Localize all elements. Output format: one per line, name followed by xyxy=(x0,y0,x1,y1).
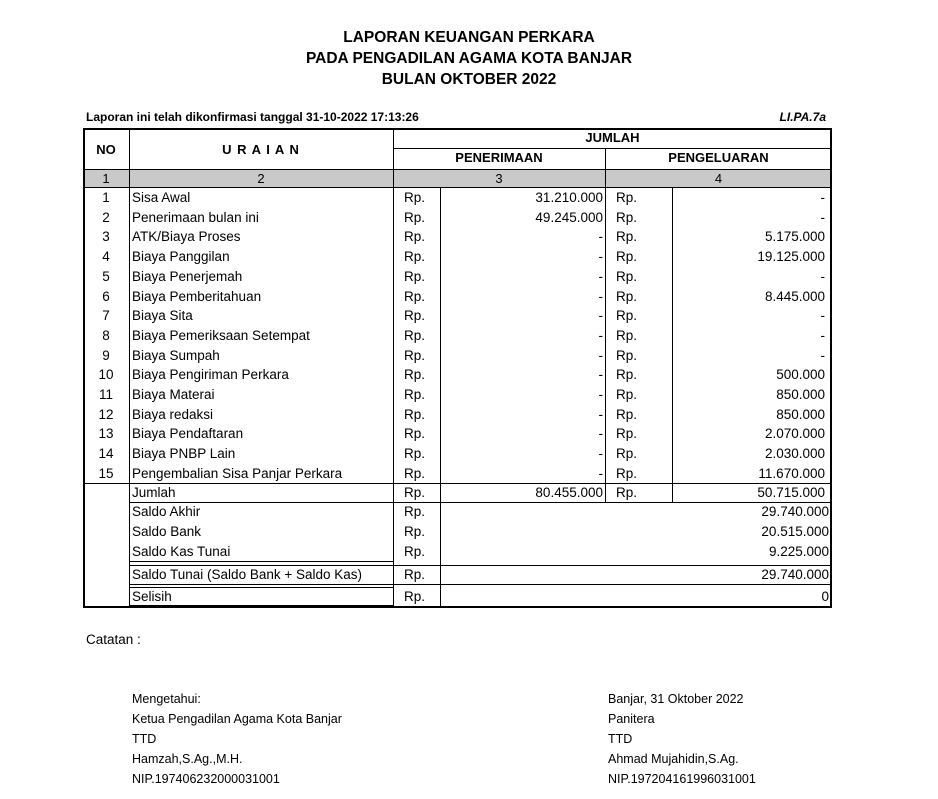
row-description: Biaya Sumpah xyxy=(132,347,220,363)
row-no: 9 xyxy=(102,347,110,363)
row-no: 1 xyxy=(102,190,110,205)
row-no: 14 xyxy=(98,446,114,462)
sig-left-line1: Mengetahui: xyxy=(132,692,201,706)
col-number-3: 3 xyxy=(495,171,503,186)
row-pengeluaran: - xyxy=(820,347,825,363)
saldo-tunai-label: Saldo Tunai (Saldo Bank + Saldo Kas) xyxy=(132,567,363,582)
row-pengeluaran: 2.030.000 xyxy=(764,446,825,462)
sig-right-line2: Panitera xyxy=(608,712,655,726)
row-no: 12 xyxy=(98,406,114,422)
row-rp-out: Rp. xyxy=(616,367,638,383)
selisih-label: Selisih xyxy=(132,589,172,604)
header-jumlah: JUMLAH xyxy=(585,130,640,145)
row-penerimaan: - xyxy=(598,288,603,304)
header-penerimaan: PENERIMAAN xyxy=(455,150,543,165)
row-penerimaan: 31.210.000 xyxy=(535,190,603,205)
col-number-2: 2 xyxy=(257,171,265,186)
saldo-akhir-rp: Rp. xyxy=(404,504,426,519)
selisih-rp: Rp. xyxy=(404,589,426,604)
row-rp-in: Rp. xyxy=(404,387,426,402)
row-pengeluaran: 8.445.000 xyxy=(764,288,825,304)
signature-right xyxy=(608,689,756,789)
saldo-kas-rp: Rp. xyxy=(404,544,426,559)
row-no: 10 xyxy=(98,367,114,383)
row-pengeluaran: - xyxy=(820,327,825,343)
row-no: 13 xyxy=(98,426,114,442)
row-pengeluaran: 19.125.000 xyxy=(757,249,825,265)
row-rp-in: Rp. xyxy=(404,465,426,481)
total-penerimaan: 80.455.000 xyxy=(535,485,603,500)
finance-table xyxy=(83,128,832,608)
row-penerimaan: 49.245.000 xyxy=(535,209,603,225)
confirmation-text: Laporan ini telah dikonfirmasi tanggal 31-10-2022 17:13:26 xyxy=(86,110,419,124)
row-rp-out: Rp. xyxy=(616,347,638,363)
row-penerimaan: - xyxy=(598,387,603,402)
row-penerimaan: - xyxy=(598,327,603,343)
saldo-akhir-value: 29.740.000 xyxy=(761,504,829,519)
row-rp-in: Rp. xyxy=(404,347,426,363)
row-description: Biaya Penerjemah xyxy=(132,268,243,284)
col-number-4: 4 xyxy=(714,171,723,186)
sig-right-line1: Banjar, 31 Oktober 2022 xyxy=(608,692,744,706)
saldo-tunai-value: 29.740.000 xyxy=(761,567,829,582)
report-subtitle: PADA PENGADILAN AGAMA KOTA BANJAR xyxy=(305,50,633,67)
row-description: Biaya Sita xyxy=(132,308,193,324)
row-rp-in: Rp. xyxy=(404,406,426,422)
row-description: Sisa Awal xyxy=(132,190,191,205)
row-rp-out: Rp. xyxy=(616,387,638,402)
row-description: Biaya Pengiriman Perkara xyxy=(132,367,289,383)
row-rp-out: Rp. xyxy=(616,209,638,225)
header-no: NO xyxy=(96,142,116,157)
sig-left-line4: Hamzah,S.Ag.,M.H. xyxy=(132,752,243,766)
total-rp-in: Rp. xyxy=(404,485,426,500)
signature-left xyxy=(132,689,342,789)
saldo-bank-rp: Rp. xyxy=(404,524,426,539)
row-rp-in: Rp. xyxy=(404,209,426,225)
row-rp-out: Rp. xyxy=(616,308,638,324)
sig-right-line4: Ahmad Mujahidin,S.Ag. xyxy=(608,752,739,766)
row-rp-in: Rp. xyxy=(404,426,426,442)
row-description: Pengembalian Sisa Panjar Perkara xyxy=(132,465,343,481)
row-penerimaan: - xyxy=(598,229,603,245)
total-label: Jumlah xyxy=(132,485,176,500)
row-no: 5 xyxy=(102,268,110,284)
row-no: 2 xyxy=(102,209,110,225)
row-penerimaan: - xyxy=(598,406,603,422)
row-pengeluaran: 850.000 xyxy=(776,387,825,402)
row-penerimaan: - xyxy=(598,426,603,442)
sig-left-line3: TTD xyxy=(132,732,157,746)
saldo-kas-value: 9.225.000 xyxy=(768,544,829,559)
row-description: Biaya Pemberitahuan xyxy=(132,288,262,304)
row-rp-out: Rp. xyxy=(616,327,638,343)
row-penerimaan: - xyxy=(598,367,603,383)
row-rp-out: Rp. xyxy=(616,229,638,245)
row-description: Biaya Panggilan xyxy=(132,249,230,265)
row-rp-out: Rp. xyxy=(616,288,638,304)
row-penerimaan: - xyxy=(598,249,603,265)
saldo-kas-label: Saldo Kas Tunai xyxy=(132,544,231,559)
row-rp-in: Rp. xyxy=(404,229,426,245)
row-penerimaan: - xyxy=(598,268,603,284)
row-no: 4 xyxy=(102,249,110,265)
report-title: LAPORAN KEUANGAN PERKARA xyxy=(343,29,595,46)
row-rp-out: Rp. xyxy=(616,190,638,205)
sig-left-line5: NIP.197406232000031001 xyxy=(132,772,280,786)
row-pengeluaran: 500.000 xyxy=(776,367,825,383)
row-pengeluaran: - xyxy=(820,209,825,225)
row-rp-in: Rp. xyxy=(404,288,426,304)
row-description: Penerimaan bulan ini xyxy=(132,209,259,225)
row-no: 6 xyxy=(102,288,110,304)
row-description: Biaya redaksi xyxy=(132,406,214,422)
header-pengeluaran: PENGELUARAN xyxy=(668,150,769,165)
row-rp-in: Rp. xyxy=(404,367,426,383)
row-description: Biaya Materai xyxy=(132,387,215,402)
row-description: Biaya Pemeriksaan Setempat xyxy=(132,327,310,343)
row-penerimaan: - xyxy=(598,347,603,363)
row-rp-out: Rp. xyxy=(616,268,638,284)
row-rp-in: Rp. xyxy=(404,327,426,343)
row-no: 15 xyxy=(98,465,114,481)
row-no: 11 xyxy=(98,387,113,402)
row-rp-out: Rp. xyxy=(616,426,638,442)
row-pengeluaran: - xyxy=(820,308,825,324)
row-no: 8 xyxy=(102,327,110,343)
row-rp-in: Rp. xyxy=(404,268,426,284)
row-pengeluaran: 850.000 xyxy=(776,406,825,422)
row-pengeluaran: - xyxy=(820,190,825,205)
header-uraian: U R A I A N xyxy=(222,142,300,157)
row-rp-out: Rp. xyxy=(616,446,638,462)
report-code: LI.PA.7a xyxy=(779,110,826,124)
sig-right-line3: TTD xyxy=(608,732,633,746)
row-pengeluaran: 5.175.000 xyxy=(764,229,825,245)
total-rp-out: Rp. xyxy=(616,485,638,500)
row-rp-in: Rp. xyxy=(404,190,426,205)
row-description: Biaya PNBP Lain xyxy=(132,446,236,462)
saldo-bank-value: 20.515.000 xyxy=(761,524,829,539)
col-number-1: 1 xyxy=(102,171,110,186)
row-rp-in: Rp. xyxy=(404,249,426,265)
row-pengeluaran: 11.670.000 xyxy=(758,465,825,481)
total-pengeluaran: 50.715.000 xyxy=(757,485,825,500)
row-rp-in: Rp. xyxy=(404,446,426,462)
selisih-value: 0 xyxy=(821,589,829,604)
row-pengeluaran: - xyxy=(820,268,825,284)
row-rp-out: Rp. xyxy=(616,406,638,422)
sig-right-line5: NIP.197204161996031001 xyxy=(608,772,756,786)
sig-left-line2: Ketua Pengadilan Agama Kota Banjar xyxy=(132,712,342,726)
note-label: Catatan : xyxy=(86,632,141,647)
row-penerimaan: - xyxy=(598,308,603,324)
row-pengeluaran: 2.070.000 xyxy=(764,426,825,442)
row-rp-out: Rp. xyxy=(616,465,638,481)
saldo-akhir-label: Saldo Akhir xyxy=(132,504,201,519)
row-description: Biaya Pendaftaran xyxy=(132,426,244,442)
row-no: 7 xyxy=(102,308,110,324)
row-rp-in: Rp. xyxy=(404,308,426,324)
saldo-bank-label: Saldo Bank xyxy=(132,524,202,539)
row-penerimaan: - xyxy=(598,465,603,481)
saldo-tunai-rp: Rp. xyxy=(404,567,426,582)
report-period: BULAN OKTOBER 2022 xyxy=(381,71,557,88)
row-rp-out: Rp. xyxy=(616,249,638,265)
row-description: ATK/Biaya Proses xyxy=(132,229,241,245)
row-penerimaan: - xyxy=(598,446,603,462)
row-no: 3 xyxy=(102,229,110,245)
